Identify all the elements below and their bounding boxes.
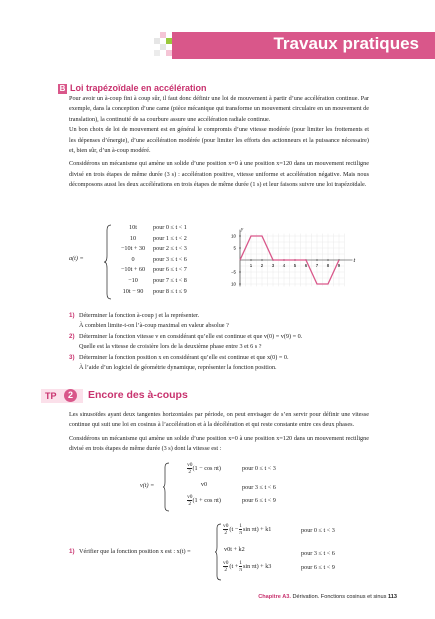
paragraph: Pour avoir un à-coup fini à coup sûr, il faut donc définir une loi de mouvement à partir d’une accélération continue. Par exemple, dans la conception d’une came (pièce mécanique qui transforme un mouvement circulaire en un mouvement de translation), la continuité de sa courbure assure une accélération radiale continue. xyxy=(69,95,369,123)
brace-icon xyxy=(214,523,222,581)
tp-number: 2 xyxy=(64,389,77,402)
y-tick-label: 10 xyxy=(231,281,236,287)
expression-text: (t − xyxy=(229,526,239,533)
x-tick-label: 7 xyxy=(315,263,319,268)
function-name: a(t) = xyxy=(69,255,84,262)
footer xyxy=(258,594,397,600)
x-tick-label: 3 xyxy=(271,263,275,268)
expression-text: v0 xyxy=(200,481,208,489)
y-tick-label: −5 xyxy=(230,269,236,275)
acceleration-chart xyxy=(222,217,356,297)
expression-text: (t + xyxy=(229,563,239,570)
case-condition: pour 6 ≤ t < 9 xyxy=(242,497,276,504)
piecewise-velocity xyxy=(140,462,320,512)
question-item xyxy=(69,353,369,374)
question-line: À combien limite-t-on l’à-coup maximal en valeur absolue ? xyxy=(79,322,229,330)
question-number: 2) xyxy=(69,332,75,340)
brace-icon xyxy=(103,224,113,300)
case-condition: pour 0 ≤ t < 3 xyxy=(242,465,276,472)
case-expression: −10t + 60 xyxy=(120,266,146,274)
paragraph: Un bon choix de loi de mouvement est en général le compromis d’une vitesse modérée (pour limiter les frottements et les dépenses d’énergie), d’une accélération modérée (pour limiter les efforts des actionneurs et la puissance nécessaire) et, bien sûr, d’un à-coup modéré. xyxy=(69,126,369,155)
data-point xyxy=(251,236,252,237)
paragraph: Considérons un mécanisme qui amène un solide d’une position x=0 à une position x=120 dans un mouvement rectiligne divisé en trois étapes de même durée (3 s) dont la vitesse est : xyxy=(69,434,369,453)
data-point xyxy=(262,236,263,237)
numerator: v0 xyxy=(187,462,193,468)
expression-text: v0t + k2 xyxy=(224,546,245,554)
case-condition: pour 6 ≤ t < 7 xyxy=(153,266,187,274)
data-point xyxy=(306,260,307,261)
tp-title: Encore des à-coups xyxy=(88,389,188,401)
data-point xyxy=(328,284,329,285)
question-position xyxy=(69,523,369,583)
x-tick-label: 6 xyxy=(304,263,308,268)
data-point xyxy=(317,284,318,285)
x-tick-label: 9 xyxy=(337,263,341,268)
fraction xyxy=(239,560,242,573)
numerator: v0 xyxy=(223,560,229,566)
question-line: Déterminer la fonction vitesse v en considérant qu’elle est continue et que v(0) = v(9) = 0. xyxy=(79,332,303,340)
numerator: v0 xyxy=(187,494,193,500)
case-expression: −10 xyxy=(128,277,138,284)
case-condition: pour 6 ≤ t < 9 xyxy=(301,564,335,571)
question-line: Quelle est la vitesse de croisière lors de la deuxième phase entre 3 et 6 s ? xyxy=(79,343,262,351)
case-condition: pour 7 ≤ t < 8 xyxy=(153,277,187,284)
tp-label: TP xyxy=(45,391,57,401)
case-expression xyxy=(223,560,271,576)
piecewise-acceleration xyxy=(69,224,219,300)
expression-text: (1 − cos πt) xyxy=(192,465,221,472)
function-name: v(t) = xyxy=(140,482,155,489)
case-expression xyxy=(170,462,238,476)
questions-list xyxy=(69,311,369,373)
case-expression: 10t − 90 xyxy=(122,287,144,295)
paragraph: Les sinusoïdes ayant deux tangentes horizontales par période, on peut envisager de s’en servir pour définir une vitesse continue qui suit une loi en cosinus à l’accélération et à la décélération et qui reste constante entre ces deux phases. xyxy=(69,411,369,429)
y-axis-label: y xyxy=(241,227,244,233)
denominator: 2 xyxy=(188,501,192,507)
case-condition: pour 8 ≤ t ≤ 9 xyxy=(153,287,187,295)
case-condition: pour 2 ≤ t < 3 xyxy=(153,245,187,253)
denominator: 2 xyxy=(224,567,228,573)
x-tick-label: 5 xyxy=(293,263,297,268)
question-line: Déterminer la fonction à-coup j et la représenter. xyxy=(79,312,200,319)
data-point xyxy=(339,260,340,261)
brace-icon xyxy=(162,462,170,512)
case-condition: pour 1 ≤ t < 2 xyxy=(153,234,187,242)
expression-text: sin πt) + k3 xyxy=(242,563,272,570)
fraction xyxy=(223,523,228,536)
question-item xyxy=(69,311,369,332)
case-expression xyxy=(170,494,238,508)
case-condition: pour 0 ≤ t < 1 xyxy=(153,224,187,231)
page-title: Travaux pratiques xyxy=(273,34,419,53)
case-expression xyxy=(170,481,238,495)
section-title: Loi trapézoïdale en accélération xyxy=(70,83,207,93)
data-point xyxy=(273,260,274,261)
x-tick-label: 4 xyxy=(282,263,286,268)
x-tick-label: 8 xyxy=(326,263,330,268)
section-b-paragraphs xyxy=(69,94,369,191)
denominator: π xyxy=(239,567,242,573)
x-tick-label: 2 xyxy=(260,263,264,268)
case-expression: 0 xyxy=(131,255,135,263)
expression-text: (1 + cos πt) xyxy=(192,497,221,504)
case-condition: pour 3 ≤ t < 6 xyxy=(242,484,276,491)
x-axis-label: t xyxy=(353,258,356,264)
case-condition: pour 3 ≤ t < 6 xyxy=(301,550,335,557)
case-expression: 10t xyxy=(129,224,137,231)
y-tick-label: 5 xyxy=(233,245,236,251)
x-tick-label: 1 xyxy=(249,263,253,268)
case-expression: 10 xyxy=(129,234,137,242)
denominator: 2 xyxy=(188,469,192,475)
question-item xyxy=(69,332,369,353)
expression-text: sin πt) + k1 xyxy=(242,526,272,533)
question-number: 3) xyxy=(69,353,75,361)
question-number: 1) xyxy=(69,312,75,319)
fraction xyxy=(239,523,242,536)
question-line: À l’aide d’un logiciel de géométrie dynamique, représenter la fonction position. xyxy=(79,364,277,372)
numerator: 1 xyxy=(239,523,242,529)
question-line: Déterminer la fonction position x en considérant qu’elle est continue et que x(0) = 0. xyxy=(79,353,289,361)
section-badge: B xyxy=(59,84,66,93)
header-banner xyxy=(172,32,435,59)
question-number: 1) xyxy=(69,548,75,555)
footer-text: Dérivation. Fonctions cosinus et sinus xyxy=(292,594,387,600)
case-expression: −10t + 30 xyxy=(120,245,146,253)
numerator: 1 xyxy=(239,560,242,566)
y-tick-label: 10 xyxy=(231,233,236,239)
tp2-paragraphs xyxy=(69,410,369,455)
paragraph: Considérons un mécanisme qui amène un solide d’une position x=0 à une position x=120 dans un mouvement rectiligne divisé en trois étapes de même durée (3 s) : accélération positive, vitesse uniforme et accélération négative. Mais nous décomposons aussi les deux accélérations en trois étapes de même durée (1 s) et leur faisons suivre une loi trapézoïdale. xyxy=(69,160,369,189)
case-condition: pour 0 ≤ t < 3 xyxy=(301,527,335,534)
numerator: v0 xyxy=(223,523,229,529)
case-condition: pour 3 ≤ t < 6 xyxy=(153,255,187,263)
page-number: 113 xyxy=(387,594,397,600)
case-expression xyxy=(223,523,271,539)
denominator: 2 xyxy=(224,530,228,536)
footer-chapter: Chapitre A3. xyxy=(258,594,291,600)
denominator: π xyxy=(239,530,242,536)
question-text: Vérifier que la fonction position x est : x(t) = xyxy=(79,548,191,555)
fraction xyxy=(223,560,228,573)
data-point xyxy=(240,260,241,261)
